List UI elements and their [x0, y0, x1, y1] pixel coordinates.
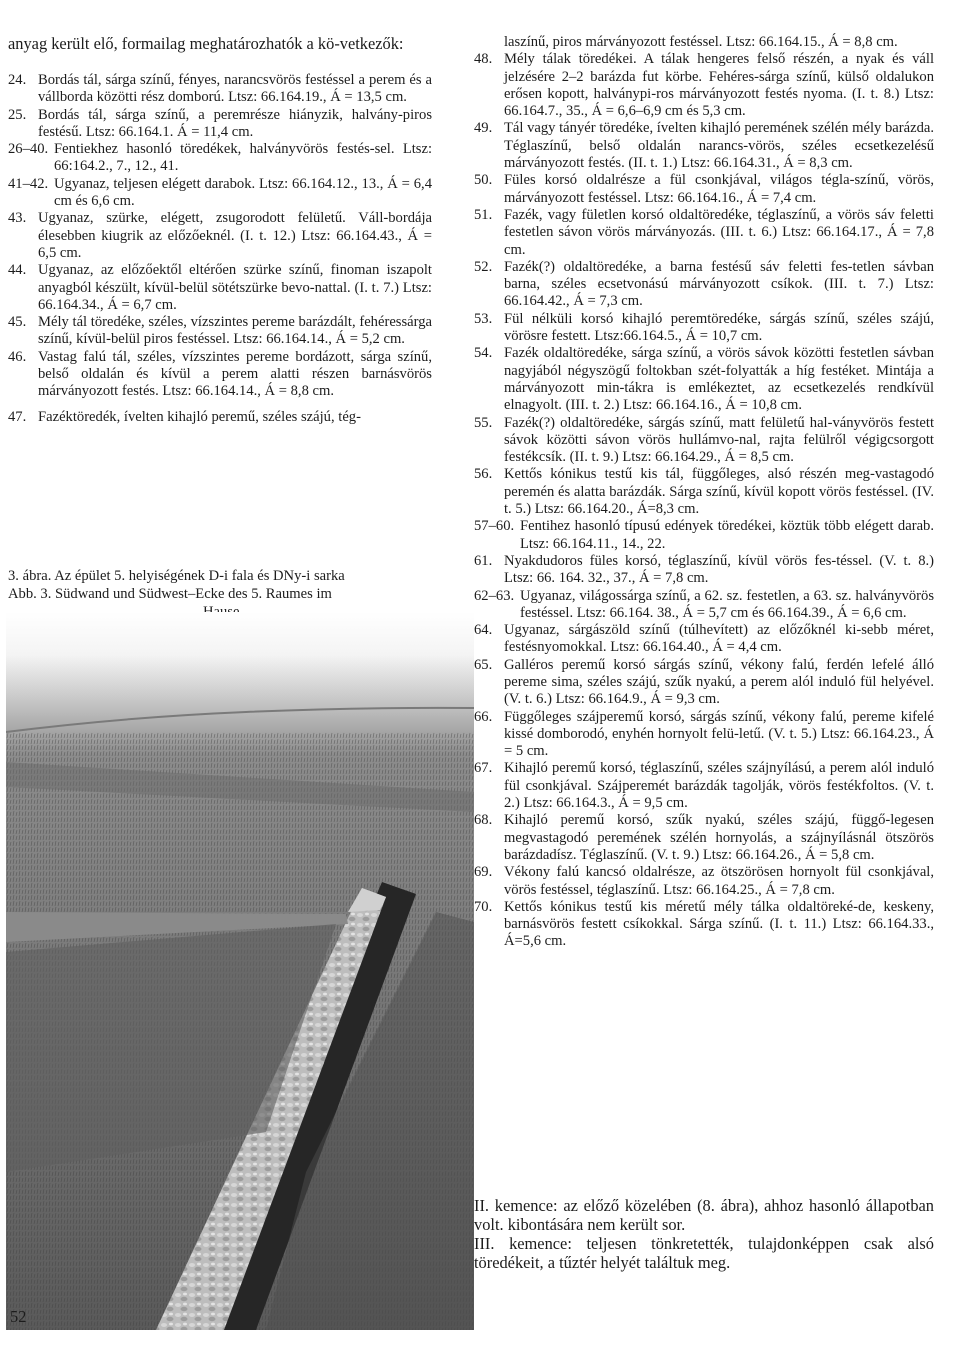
entry-number: 52. — [474, 258, 493, 275]
catalog-entries-left — [8, 72, 432, 426]
entry-number: 54. — [474, 345, 493, 362]
entry-text: Ugyanaz, sárgászöld színű (túlhevített) az előzőknél ki-sebb méret, festésnyomokkal. Ltsz: 66.164.40., Á = 4,4 cm. — [504, 622, 934, 656]
entry-text: Ugyanaz, teljesen elégett darabok. Ltsz: 66.164.12., 13., Á = 6,4 cm és 6,6 cm. — [54, 175, 432, 210]
entry-number: 26–40. — [8, 141, 49, 158]
catalog-entry-24 — [8, 72, 432, 107]
caption-german: Abb. 3. Südwand und Südwest–Ecke des 5. Raumes im — [8, 586, 332, 602]
entry-text: laszínű, piros márványozott festéssel. Ltsz: 66.164.15., Á = 8,8 cm. — [504, 34, 898, 50]
entry-text: Kettős kónikus testű kis tál, függőleges, alsó részén meg-vastagodó peremén és alatta barázdák. Sárga színű, kívül kopott vörös festéssel. (IV. t. 5.) Ltsz: 66.164.20., Á=8,3 cm. — [504, 466, 934, 518]
entry-text: Függőleges szájperemű korsó, sárgás színű, vékony falú, pereme kifelé kissé domborodó, enyhén hornyolt felü-letű. (V. t. 5.) Ltsz: 66.164.23., Á = 5 cm. — [504, 708, 934, 760]
entry-number: 41–42. — [8, 175, 49, 192]
catalog-entry-70 — [474, 899, 934, 951]
catalog-entry-62-63 — [474, 588, 934, 623]
entry-number: 46. — [8, 348, 27, 365]
catalog-entry-41-42 — [8, 176, 432, 211]
entry-text: Kihajló peremű korsó, téglaszínű, széles szájnyílású, a perem alól induló fül csonkjával. Szájperemét barázdák tagolják, vörös festékfoltos. (V. t. 2.) Ltsz: 66.164.3., Á = 9,5 cm. — [504, 760, 934, 812]
entry-number: 56. — [474, 466, 493, 483]
entry-text: Kihajló peremű korsó, szűk nyakú, széles szájú, függő-legesen megvastagodó peremének szélén hornyolás, a szájnyílásnál ötszörös barázdadísz. Téglaszínű. (V. t. 9.) Ltsz: 66.164.26., Á = 5,8 cm. — [504, 812, 934, 863]
entry-number: 45. — [8, 314, 27, 331]
entry-number: 67. — [474, 760, 493, 777]
excavation-photo — [6, 612, 474, 1330]
entry-number: 64. — [474, 622, 493, 639]
catalog-entry-44 — [8, 262, 432, 314]
kemence-iii-paragraph: III. kemence: teljesen tönkretették, tulajdonképpen csak alsó töredékeit, a tűztér helyét találtuk meg. — [474, 1234, 934, 1272]
catalog-entry-51 — [474, 207, 934, 259]
entry-number: 49. — [474, 120, 493, 137]
entry-number: 48. — [474, 51, 493, 68]
catalog-entry-55 — [474, 415, 934, 467]
entry-number: 44. — [8, 262, 27, 279]
entry-text: Fazék, vagy fületlen korsó oldaltöredéke, téglaszínű, a vörös sáv feletti festetlen sávon vörös márványozás. (III. t. 6.) Ltsz: 66.164.17., Á = 7,8 cm. — [504, 206, 934, 258]
catalog-entry-54 — [474, 345, 934, 414]
kemence-ii-paragraph: II. kemence: az előző közelében (8. ábra), ahhoz hasonló állapotban volt. kibontására nem került sor. — [474, 1196, 934, 1234]
catalog-entry-67 — [474, 760, 934, 812]
entry-text: Tál vagy tányér töredéke, ívelten kihajló peremének szélén mély barázda. Téglaszínű, belső oldalán narancs-vörös, széles ecsetkezelésű márványozott festés. (II. t. 1.) Ltsz: 66.164.31., Á = 8,3 cm. — [504, 120, 934, 172]
entry-number: 25. — [8, 106, 27, 123]
entry-text: Fazék oldaltöredéke, sárga színű, a vörös sávok közötti festetlen sávban nagyjából négyszögű foltokban szét-folyatták a híg festéket. Mintája a márványozott min-tákra is emlékeztet, az ecsetkezelés rendkívül elnagyolt. (III. t. 2.) Ltsz: 66.164.16., Á = 10,8 cm. — [504, 345, 934, 414]
catalog-entry-45 — [8, 314, 432, 349]
entry-number: 55. — [474, 414, 493, 431]
entry-text: Nyakdudoros füles korsó, téglaszínű, kívül vörös fes-téssel. (V. t. 8.) Ltsz: 66. 164. 32., 37., Á = 7,8 cm. — [504, 552, 934, 587]
catalog-entry-69 — [474, 864, 934, 899]
entry-number: 62–63. — [474, 587, 515, 604]
catalog-entry-25 — [8, 107, 432, 142]
catalog-entry-56 — [474, 466, 934, 518]
catalog-entry-46 — [8, 349, 432, 401]
catalog-entry-26-40 — [8, 141, 432, 176]
entry-number: 53. — [474, 310, 493, 327]
catalog-entry-43 — [8, 210, 432, 262]
catalog-entry-66 — [474, 709, 934, 761]
entry-text: Vastag falú tál, széles, vízszintes pereme bordázott, sárga színű, belső oldalán és kívül a perem alatti részen barnásvörös márványozott festés. Ltsz: 66.164.14., Á = 8,8 cm. — [38, 348, 432, 400]
entry-number: 68. — [474, 812, 493, 829]
catalog-entry-61 — [474, 553, 934, 588]
catalog-entry-52 — [474, 259, 934, 311]
entry-text: Mély tálak töredékei. A tálak hengeres felső részén, a nyak és váll jelzésére 2–2 barázda fut körbe. Fehéres-sárga színű, külső oldalukon erősen kopott, halványpi-ros márványozott festés nyoma. (I. t. 8.) Ltsz: 66.164.7., 35., Á = 6,6–6,9 cm és 5,3 cm. — [504, 51, 934, 120]
entry-text: Ugyanaz, az előzőektől eltérően szürke színű, finoman iszapolt anyagból készült, kívül-belül sötétszürke bevo-nattal. (I. t. 7.) Ltsz: 66.164.34., Á = 6,7 cm. — [38, 262, 432, 313]
entry-text: Mély tál töredéke, széles, vízszintes pereme barázdált, fehéressárga színű, kívül-belül piros festéssel. Ltsz: 66.164.14., Á = 5,2 cm. — [38, 314, 432, 348]
catalog-entry-65 — [474, 657, 934, 709]
entry-text: Galléros peremű korsó sárgás színű, vékony falú, ferdén lefelé álló pereme sima, széles szájú, szűk nyakú, a perem alól induló fül helyével. (V. t. 6.) Ltsz: 66.164.9., Á = 9,3 cm. — [504, 656, 934, 708]
entry-text: Fentihez hasonló típusú edények töredékei, köztük több elégett darab. Ltsz: 66.164.11., 14., 22. — [520, 518, 934, 552]
excavation-photo-drawing — [6, 612, 474, 1330]
catalog-entries-right — [474, 34, 934, 951]
entry-number: 69. — [474, 864, 493, 881]
caption-hungarian: 3. ábra. Az épület 5. helyiségének D-i fala és DNy-i sarka — [8, 568, 345, 584]
page-number: 52 — [10, 1307, 27, 1326]
entry-number: 65. — [474, 656, 493, 673]
catalog-entry-57-60 — [474, 518, 934, 553]
entry-number: 66. — [474, 708, 493, 725]
entry-number: 47. — [8, 408, 27, 425]
entry-number: 70. — [474, 898, 493, 915]
entry-text: Fazéktöredék, ívelten kihajló peremű, széles szájú, tég- — [38, 408, 361, 425]
entry-number: 57–60. — [474, 518, 515, 535]
entry-text: Fazék(?) oldaltöredéke, a barna festésű sáv feletti fes-tetlen sávban barna, széles ecsetvonású márványozott csíkok. (III. t. 7.) Ltsz: 66.164.42., Á = 7,3 cm. — [504, 258, 934, 310]
entry-text: Vékony falú kancsó oldalrésze, az ötszörösen hornyolt fül csonkjával, vörös festéssel, téglaszínű. Ltsz: 66.164.25., Á = 7,8 cm. — [504, 864, 934, 898]
entry-text: Bordás tál, sárga színű, a peremrésze hiányzik, halvány-piros festésű. Ltsz: 66.164.1. Á = 11,4 cm. — [38, 106, 432, 140]
catalog-entry-64 — [474, 622, 934, 657]
catalog-entry-47-continued — [474, 34, 934, 51]
entry-text: Ugyanaz, világossárga színű, a 62. sz. festetlen, a 63. sz. halványvörös festéssel. Ltsz: 66.164. 38., Á = 5,7 cm és 66.164.39., Á = 6,6 cm. — [520, 587, 934, 621]
catalog-entry-68 — [474, 812, 934, 864]
catalog-entry-47 — [8, 409, 432, 426]
kemence-section — [474, 1196, 934, 1272]
entry-number: 51. — [474, 206, 493, 223]
entry-text: Kettős kónikus testű kis méretű mély tálka oldaltöreké-de, keskeny, barnásvörös festett csíkokkal. Sárga színű. (I. t. 11.) Ltsz: 66.164.33., Á=5,6 cm. — [504, 898, 934, 950]
entry-number: 50. — [474, 172, 493, 189]
catalog-entry-49 — [474, 120, 934, 172]
entry-text: Füles korsó oldalrésze a fül csonkjával, világos tégla-színű, vörös, márványozott festéssel. Ltsz: 66.164.16., Á = 7,4 cm. — [504, 172, 934, 206]
entry-number: 61. — [474, 552, 493, 569]
catalog-entry-48 — [474, 51, 934, 120]
catalog-entry-50 — [474, 172, 934, 207]
catalog-entry-53 — [474, 311, 934, 346]
entry-text: Ugyanaz, szürke, elégett, zsugorodott felületű. Váll-bordája élesebben kiugrik az előzőeknél. (I. t. 12.) Ltsz: 66.164.43., Á = 6,5 cm. — [38, 210, 432, 261]
entry-text: Fentiekhez hasonló töredékek, halványvörös festés-sel. Ltsz: 66:164.2., 7., 12., 41. — [54, 141, 432, 175]
entry-number: 24. — [8, 72, 27, 88]
entry-text: Bordás tál, sárga színű, fényes, narancsvörös festéssel a perem és a vállborda közötti rész domború. Ltsz: 66.164.19., Á = 13,5 cm. — [38, 72, 432, 106]
intro-text: anyag került elő, formailag meghatározhatók a kö-vetkezők: — [8, 34, 404, 53]
entry-number: 43. — [8, 210, 27, 227]
entry-text: Fazék(?) oldaltöredéke, sárgás színű, matt felületű hal-ványvörös festett sávok közötti sávon vörös hullámvo-nal, rajta felülről végigcsorgott festékcsík. (II. t. 9.) Ltsz: 66.164.29., Á = 8,5 cm. — [504, 414, 934, 466]
entry-text: Fül nélküli korsó kihajló peremtöredéke, sárgás színű, széles szájú, vörösre festett. Ltsz:66.164.5., Á = 10,7 cm. — [504, 310, 934, 345]
